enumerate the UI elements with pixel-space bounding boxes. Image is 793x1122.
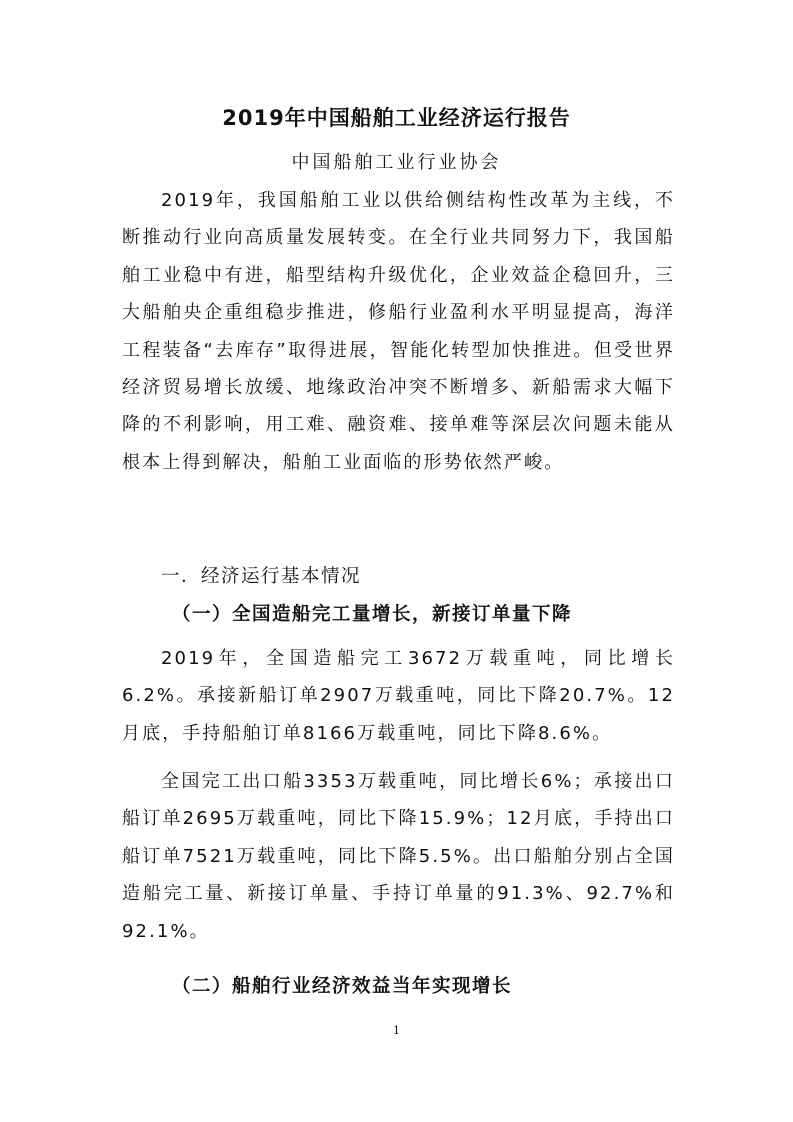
paragraph-export-ships: 全国完工出口船3353万载重吨，同比增长6%；承接出口船订单2695万载重吨，同比下降15.9%；12月底，手持出口船订单7521万载重吨，同比下降5.5%。出口船舶分别占全国造船完工量、新接订单量、手持订单量的91.3%、92.7%和92.1%。 [122, 771, 675, 942]
paragraph-shipbuilding-output: 2019年，全国造船完工3672万载重吨，同比增长6.2%。承接新船订单2907万载重吨，同比下降20.7%。12月底，手持船舶订单8166万载重吨，同比下降8.6%。 [122, 648, 675, 744]
report-title: 2019年中国船舶工业经济运行报告 [222, 106, 571, 130]
report-author: 中国船舶工业行业协会 [291, 152, 502, 173]
subsection-heading-1: （一）全国造船完工量增长，新接订单量下降 [172, 604, 573, 625]
intro-paragraph: 2019年，我国船舶工业以供给侧结构性改革为主线，不断推动行业向高质量发展转变。在全行业共同努力下，我国船舶工业稳中有进，船型结构升级优化，企业效益企稳回升，三大船舶央企重组稳步推进，修船行业盈利水平明显提高，海洋工程装备“去库存”取得进展，智能化转型加快推进。但受世界经济贸易增长放缓、地缘政治冲突不断增多、新船需求大幅下降的不利影响，用工难、融资难、接单难等深层次问题未能从根本上得到解决，船舶工业面临的形势依然严峻。 [122, 190, 675, 473]
subsection-heading-2: （二）船舶行业经济效益当年实现增长 [172, 976, 513, 997]
section-heading-1: 一．经济运行基本情况 [161, 566, 362, 587]
page-number: 1 [393, 1024, 400, 1037]
